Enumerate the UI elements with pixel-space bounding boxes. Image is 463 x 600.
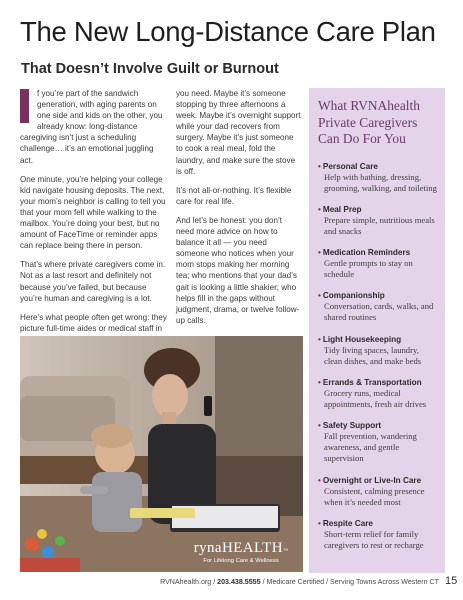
service-description: Prepare simple, nutritious meals and snacks [324,214,435,236]
caregiver-photo [20,336,303,572]
service-name: • Respite Care [318,518,373,528]
services-list [318,161,437,551]
logo-tagline: For Lifelong Care & Wellness [203,558,279,564]
service-name: • Errands & Transportation [318,377,422,387]
service-description: Gentle prompts to stay on schedule [324,258,413,280]
service-item [318,247,437,280]
article-paragraph: It’s not all-or-nothing. It’s flexible care for real life. [176,185,292,206]
article-paragraph: Here’s what people often get wrong: they picture full-time aides or medical staff in [20,312,167,333]
footer-service-area: Serving Towns Across Western CT [330,578,439,586]
service-name: • Personal Care [318,161,378,171]
bullet-icon: • [318,377,321,387]
service-name: • Meal Prep [318,204,362,214]
bullet-icon: • [318,518,321,528]
bullet-icon: • [318,161,321,171]
service-name: • Medication Reminders [318,248,411,258]
bullet-icon: • [318,248,321,258]
service-item [318,290,437,323]
page-title: The New Long-Distance Care Plan [20,16,436,47]
bullet-icon: • [318,334,321,344]
service-description: Grocery runs, medical appointments, fresh air drives [324,387,427,409]
service-description: Consistent, calming presence when it’s needed most [324,485,425,507]
services-sidebar [309,88,445,573]
service-description: Fall prevention, wandering awareness, and gentle supervision [324,431,417,464]
page-subtitle: That Doesn’t Involve Guilt or Burnout [21,61,279,77]
article-left-column [20,88,167,364]
service-description: Short-term relief for family caregivers to rest or recharge [324,528,424,550]
service-name: • Light Housekeeping [318,334,402,344]
service-item [318,204,437,237]
rvnahealth-logo: rynaHEALTH™ For Lifelong Care & Wellness [186,540,296,564]
service-description: Conversation, cards, walks, and shared routines [324,301,434,323]
article-paragraph: And let’s be honest: you don’t need more advice on how to balance it all — you need someone who notices when your mom stops making her morning tea; who mentions that your dad’s gait is looking a little shakier; who helps fill in the gaps without judgment, drama, or twelve follow-up calls. [176,215,300,325]
bullet-icon: • [318,204,321,214]
service-item [318,475,437,508]
page-number: 15 [445,575,458,587]
service-name: • Safety Support [318,421,382,431]
article-paragraph: That’s where private caregivers come in. Not as a last resort and definitely not because you’ve failed, but because you’re human and caregiving is a lot. [20,260,166,303]
bullet-icon: • [318,291,321,301]
service-item [318,161,437,194]
footer-certified: Medicare Certified [266,578,325,586]
drop-cap-bar [20,89,29,123]
service-item [318,334,437,367]
service-item [318,420,437,464]
sidebar-title: What RVNAhealth Private Caregivers Can Do For You [318,98,420,146]
service-item [318,377,437,410]
service-description: Help with bathing, dressing, grooming, walking, and toileting [324,171,437,193]
article-paragraph: One minute, you’re helping your college kid navigate housing deposits. The next, your mom’s neighbor is calling to tell you that your mom fell while walking to the mailbox. You’re doing your best, but no amount of FaceTime or reminder apps can replace being there in person. [20,174,166,251]
footer-phone: 203.438.5555 [217,578,261,586]
footer-website: RVNAhealth.org [160,578,212,586]
service-name: • Overnight or Live-In Care [318,475,422,485]
service-item [318,518,437,551]
bullet-icon: • [318,421,321,431]
page-footer: RVNAhealth.org / 203.438.5555 / Medicare Certified / Serving Towns Across Western CT [160,578,439,586]
article-paragraph: you need. Maybe it’s someone stopping by three afternoons a week. Maybe it’s overnight support while your dad recovers from surgery. Maybe it’s just someone to cook a real meal, fold the laundry, and make sure the stove is off. [176,89,301,176]
article-paragraph: f you’re part of the sandwich generation, with aging parents on one side and kids on the other, you already know: long-distance caregiving isn’t just a scheduling challenge… it’s an emotional juggling act. [20,89,163,165]
bullet-icon: • [318,475,321,485]
service-description: Tidy living spaces, laundry, clean dishes, and make beds [324,344,422,366]
service-name: • Companionship [318,291,385,301]
